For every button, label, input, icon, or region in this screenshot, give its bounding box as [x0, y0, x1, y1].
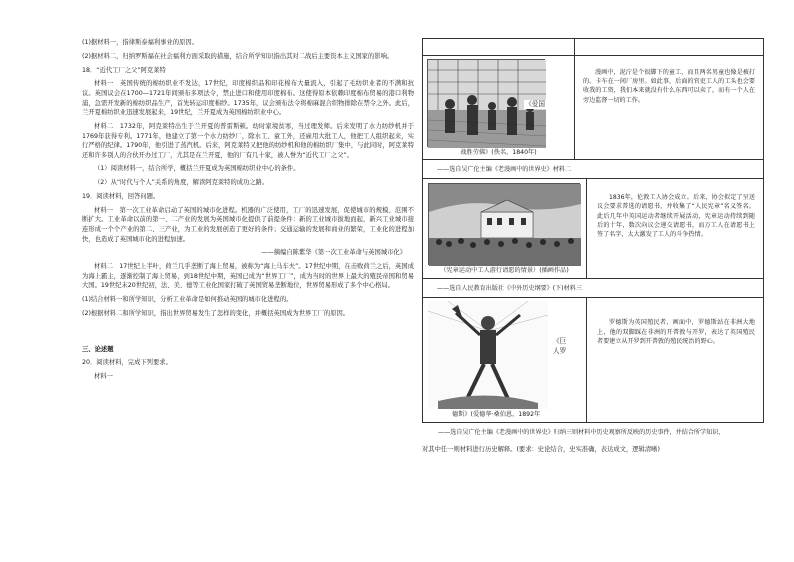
- material-2-description: 1836年，伦敦工人协会成立。后来，协会拟定了呈送议会要求普选的请愿书，并收集了“人民宪章”名义签名。此后几年中英国运动者继续开展活动，宪章运动持续到随后的十年，数次向议会递交请愿书，而万工人在请愿书上签了名字，太大激发了工人的斗争热情。: [597, 194, 755, 239]
- illustration-2-image: [428, 183, 580, 265]
- question-19-sub-1: (1)结合材料一和所学知识，分析工业革命是如何推动英国的城市化进程的。: [82, 296, 293, 304]
- material-table: [422, 38, 764, 160]
- cartoon-3-caption: 德斯》(爱德华·桑伯恩，1892年: [452, 411, 541, 419]
- question-19-title: 19．阅读材料，回答问题。: [82, 193, 160, 201]
- material-3-block: [422, 297, 764, 423]
- cartoon-3-image: [428, 301, 567, 409]
- material-2-block: [422, 178, 764, 279]
- question-19-sub-2: (2)根据材料二和所学知识，指出世界贸易发生了怎样的变化，并概括英国成为世界工厂的原因。: [82, 309, 350, 317]
- cartoon-1-image: [427, 59, 545, 147]
- left-column: [82, 38, 414, 386]
- source-line-2: ——选自人民教育出版社《中外历史纲要》(下)材料三: [422, 279, 764, 297]
- source-line-1: ——选自吴广伦主编《老漫画中的世界史》材料二: [422, 160, 764, 178]
- cartoon-1-caption: 战胜劳佛》(佚名，1840年): [460, 149, 537, 156]
- question-19-material-1: 材料一 第一次工业革命启动了英国的城市化进程。机器的广泛使用，工厂的迅速发展，促使城市的规模、范围不断扩大。工业革命以前的第一、二产业的发展为英国城市化提供了前提条件：新的工业城市拔地而起，新兴工业城市接连形成一个个产业的第二、三产业，为工业的发展创造了更好的条件；交通运输的发展和商业的繁荣，工业化的进程加快，也造成了英国城市化的进程加速。: [82, 206, 414, 243]
- right-column: [422, 38, 764, 454]
- illustration-2-caption: （宪章运动中工人游行请愿的情景）(插画作品): [440, 267, 569, 275]
- cartoon-1-description: 漫画中，泥泞是个很脚下的童工，而且两名男童也像是被打的。卡车在一间厂房里。如此事，后面的官吏工人的工头也会要收我的工资，我们本来就没有什么东西可以卖了，而有一个人在旁边监督一切的工作。: [583, 69, 755, 104]
- cartoon-1-title-part: 《爱国: [525, 100, 545, 108]
- question-20-requirement: 对其中任一则材料进行历史解释。(要求：史论结合，史实准确，表达成文，逻辑清晰): [422, 445, 660, 453]
- illustration-2-cell: [423, 179, 587, 278]
- material-2-description-cell: [587, 179, 763, 278]
- cartoon-3-title-part: 《巨人罗: [553, 337, 567, 355]
- section-3-heading: 三、论述题: [82, 345, 114, 353]
- cartoon-1-description-cell: [575, 56, 764, 160]
- material-3-description-cell: [587, 298, 763, 422]
- table-header-right: [575, 39, 764, 56]
- question-20-title: 20．阅读材料，完成下列要求。: [82, 359, 172, 367]
- material-3-description: 罗德斯为英国殖民者，画面中，罗德斯站在非洲大地上，他的双脚踩在非洲的开普敦与开罗，表达了英国殖民者要建立从开罗到开普敦的殖民统治的野心。: [597, 319, 755, 345]
- question-18-sub-1: （1）阅读材料一，结合所学，概括兰开夏成为英国棉纺织业中心的条件。: [94, 165, 300, 173]
- cartoon-3-cell: [423, 298, 587, 422]
- question-17-part-2: (2)据材料二，归纳罗斯福在社会福利方面采取的措施，结合所学知识指出其对二战后主要资本主义国家的影响。: [82, 52, 394, 60]
- question-19-source: ——摘编自陈紫华《第一次工业革命与英国城市化》: [261, 249, 406, 257]
- question-18-material-2: 材料二 1732年，阿克莱特出生于兰开夏的普雷斯顿。幼时家境贫寒，当过理发师。后来发明了水力纺纱机并于1769年获得专利。1771年，他建立了第一个水力纺纱厂，除水工、童工外，还雇用大批工人，他把工人组织起来，实行严格的纪律。1790年，他引进了蒸汽机。后来，阿克莱特又把他的纺纱机和他的棉纺织厂集中，与此同时，阿克莱特还和许多别人的合伙开办过工厂，尤其是在兰开夏，他的厂有几十家，被人誉为“近代工厂之父”。: [82, 122, 414, 159]
- source-line-3: ——选自吴广伦主编《老漫画中的世界史》归纳三则材料中历史观察所反映的历史事件，并结合所学知识，: [438, 429, 725, 437]
- question-20-material-1-label: 材料一: [94, 373, 113, 381]
- question-18-sub-2: （2）从“时代与个人”关系的角度，解读阿克莱特的成功之路。: [94, 179, 269, 187]
- question-18-material-1: 材料一 英国传统的棉纺织业不发达，17世纪，印度棉织品和印花棉布大量流入，引起了毛纺织业者的不满和抗议。英国议会在1700—1721年间颁布多项法令，禁止进口和使用印度棉布。这使得原本依赖印度棉布贸易的港口利物浦，急需开发新的棉纺织品生产，首先转运印度棉纱。1735年，议会颁布法令将棉麻混合织物排除在禁令之外。此后，兰开夏棉纺织业迅速发展起来，19世纪，兰开夏成为英国棉纺织业中心。: [82, 80, 414, 117]
- question-17-part-1: (1)据材料一，指律斯泰福利事业的原因。: [82, 39, 198, 46]
- cartoon-1-cell: [423, 56, 575, 160]
- question-19-material-2: 材料二 17世纪上半叶，荷兰几乎垄断了海上贸易，被称为“海上马车夫”。17世纪中期，在击败荷兰之后，英国成为海上霸主，逐渐控制了海上贸易，到18世纪中期，英国已成为“世界工厂”，成为当时的世界上最大的殖民帝国和贸易大国。19世纪末20世纪初，法、美、德等工业化国家打破了英国贸易垄断地位，世界贸易形成了多个中心格局。: [82, 263, 414, 290]
- table-header-left: [423, 39, 575, 56]
- question-18-title: 18．“近代工厂之父”阿克莱特: [82, 66, 166, 74]
